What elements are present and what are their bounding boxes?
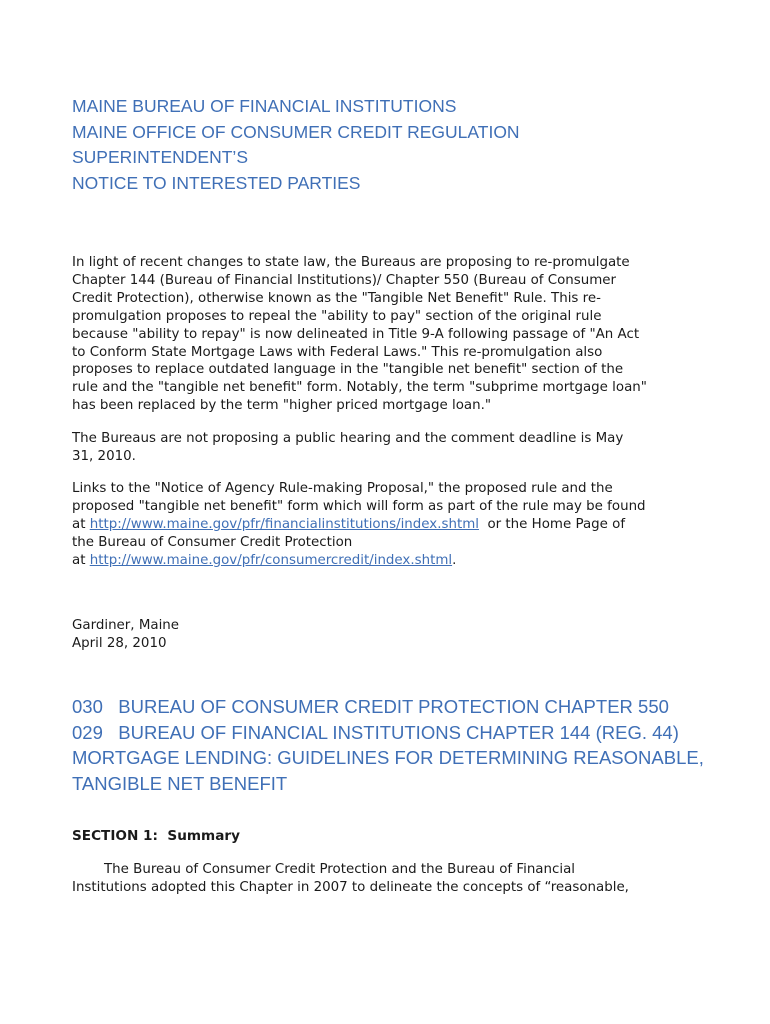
consumer-credit-link[interactable]: http://www.maine.gov/pfr/consumercredit/index.shtml <box>89 552 453 568</box>
intro-paragraph <box>72 254 702 415</box>
text-line: The Bureaus are not proposing a public hearing and the comment deadline is May <box>72 431 624 446</box>
rule-heading-line: MORTGAGE LENDING: GUIDELINES FOR DETERMINING REASONABLE, <box>72 747 704 768</box>
text-line: proposes to replace outdated language in the "tangible net benefit" section of the <box>72 362 624 378</box>
link-prefix: at <box>72 516 90 532</box>
signoff-place: Gardiner, Maine <box>72 618 180 633</box>
text-line: Links to the "Notice of Agency Rule-making Proposal," the proposed rule and the <box>72 481 613 496</box>
financial-institutions-link[interactable]: http://www.maine.gov/pfr/financialinstitutions/index.shtml <box>89 516 479 532</box>
text-line: has been replaced by the term "higher priced mortgage loan." <box>72 398 491 414</box>
rule-heading-line: 030 BUREAU OF CONSUMER CREDIT PROTECTION CHAPTER 550 <box>72 696 669 717</box>
text-line: to Conform State Mortgage Laws with Federal Laws." This re-promulgation also <box>72 344 603 360</box>
links-paragraph <box>72 480 702 570</box>
header-line: SUPERINTENDENT’S <box>72 147 248 167</box>
signoff <box>72 617 702 653</box>
text-line: the Bureau of Consumer Credit Protection <box>72 534 353 550</box>
text-line: Chapter 144 (Bureau of Financial Institutions)/ Chapter 550 (Bureau of Consumer <box>72 272 617 288</box>
signoff-date: April 28, 2010 <box>72 635 167 651</box>
text-line: The Bureau of Consumer Credit Protection and the Bureau of Financial <box>104 862 576 877</box>
link-prefix: at <box>72 552 90 568</box>
notice-header <box>72 94 520 196</box>
header-line: MAINE BUREAU OF FINANCIAL INSTITUTIONS <box>72 96 457 116</box>
text-line: 31, 2010. <box>72 448 136 464</box>
text-line <box>72 552 702 570</box>
text-line: Credit Protection), otherwise known as the "Tangible Net Benefit" Rule. This re- <box>72 290 601 306</box>
text-line: proposed "tangible net benefit" form which will form as part of the rule may be found <box>72 498 646 514</box>
text-line <box>72 516 702 534</box>
header-line: MAINE OFFICE OF CONSUMER CREDIT REGULATION <box>72 121 520 142</box>
section1-paragraph <box>72 861 702 897</box>
header-line: NOTICE TO INTERESTED PARTIES <box>72 172 361 193</box>
text-line: In light of recent changes to state law, the Bureaus are proposing to re-promulgate <box>72 255 630 270</box>
link-suffix: . <box>452 552 457 568</box>
rule-heading-line: 029 BUREAU OF FINANCIAL INSTITUTIONS CHAPTER 144 (REG. 44) <box>72 721 679 743</box>
link-suffix: or the Home Page of <box>478 516 626 532</box>
text-line: rule and the "tangible net benefit" form. Notably, the term "subprime mortgage loan" <box>72 380 647 396</box>
text-line: promulgation proposes to repeal the "ability to pay" section of the original rule <box>72 308 602 324</box>
hearing-paragraph <box>72 430 702 466</box>
rule-heading-line: TANGIBLE NET BENEFIT <box>72 772 288 794</box>
rule-heading <box>72 694 704 796</box>
section-title: SECTION 1: Summary <box>72 828 240 844</box>
text-line: Institutions adopted this Chapter in 2007 to delineate the concepts of “reasonable, <box>72 879 629 895</box>
text-line: because "ability to repay" is now delineated in Title 9-A following passage of "An Act <box>72 326 640 342</box>
